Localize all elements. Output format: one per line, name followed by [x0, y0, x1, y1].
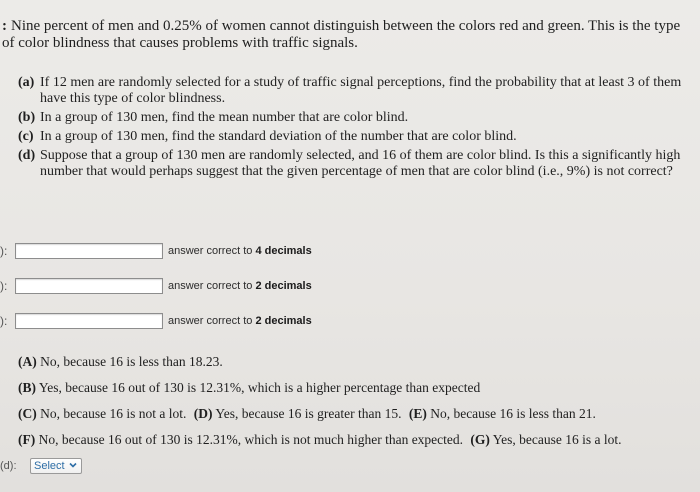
- part-label: (b): [18, 110, 36, 125]
- choice-b: [18, 380, 480, 395]
- part-label: (a): [18, 75, 35, 90]
- part-text: In a group of 130 men, find the mean number that are color blind.: [40, 110, 409, 125]
- answer-a-input[interactable]: [15, 243, 163, 259]
- question-parts: [18, 75, 694, 183]
- choice-text: Yes, because 16 is a lot.: [492, 432, 622, 447]
- choice-text: No, because 16 out of 130 is 12.31%, which is not much higher than expected.: [38, 432, 464, 447]
- hint-prefix: answer correct to: [168, 280, 253, 292]
- precision-hint: [168, 245, 312, 257]
- select-value: Select: [34, 460, 65, 472]
- part-c: [18, 129, 694, 145]
- hint-prefix: answer correct to: [168, 245, 253, 257]
- part-label: (d): [18, 148, 36, 163]
- answer-row-label: (d):: [0, 460, 17, 472]
- choice-line: [18, 380, 694, 396]
- answer-row-label: ):: [0, 314, 8, 328]
- choice-line: [18, 354, 694, 370]
- answer-row-a: [0, 243, 700, 261]
- chevron-down-icon: [69, 461, 77, 469]
- hint-precision: 4 decimals: [255, 245, 312, 257]
- part-text: Suppose that a group of 130 men are randomly selected, and 16 of them are color blind. Is this a significantly high number that would perhaps suggest that the given percentage of men that are color blind (i.e., 9%) is not correct?: [40, 148, 681, 179]
- answer-row-label: ):: [0, 279, 8, 293]
- answer-d-select[interactable]: [30, 458, 82, 474]
- choice-line: [18, 406, 694, 422]
- problem-statement: [2, 18, 692, 52]
- choice-d: [194, 406, 402, 421]
- choice-f: [18, 432, 463, 447]
- choice-label: (G): [470, 432, 490, 447]
- problem-text: Nine percent of men and 0.25% of women cannot distinguish between the colors red and green. This is the type of color blindness that causes problems with traffic signals.: [2, 18, 681, 51]
- hint-prefix: answer correct to: [168, 315, 253, 327]
- hint-precision: 2 decimals: [255, 315, 312, 327]
- choice-label: (F): [18, 432, 36, 447]
- choice-label: (C): [18, 406, 37, 421]
- choice-label: (B): [18, 380, 36, 395]
- answer-row-c: [0, 313, 700, 331]
- part-text: In a group of 130 men, find the standard deviation of the number that are color blind.: [40, 129, 517, 144]
- part-d: [18, 148, 694, 180]
- choice-text: No, because 16 is not a lot.: [40, 406, 187, 421]
- choice-g: [470, 432, 621, 447]
- part-b: [18, 110, 694, 126]
- choice-label: (A): [18, 354, 37, 369]
- answer-c-input[interactable]: [15, 313, 163, 329]
- part-label: (c): [18, 129, 34, 144]
- choice-line: [18, 432, 694, 448]
- answer-b-input[interactable]: [15, 278, 163, 294]
- choice-text: Yes, because 16 out of 130 is 12.31%, which is a higher percentage than expected: [38, 380, 481, 395]
- problem-lead: :: [2, 18, 7, 34]
- answer-row-d: [0, 458, 200, 476]
- part-a: [18, 75, 694, 107]
- hint-precision: 2 decimals: [255, 280, 312, 292]
- choice-label: (E): [408, 406, 427, 421]
- choice-text: No, because 16 is less than 21.: [430, 406, 596, 421]
- answer-row-b: [0, 278, 700, 296]
- choice-c: [18, 406, 186, 421]
- choice-label: (D): [193, 406, 213, 421]
- answer-choices: [18, 354, 694, 458]
- part-text: If 12 men are randomly selected for a study of traffic signal perceptions, find the probability that at least 3 of them have this type of color blindness.: [40, 75, 682, 106]
- choice-a: [18, 354, 223, 369]
- choice-text: Yes, because 16 is greater than 15.: [215, 406, 402, 421]
- answer-row-label: ):: [0, 244, 8, 258]
- choice-text: No, because 16 is less than 18.23.: [40, 354, 223, 369]
- choice-e: [409, 406, 596, 421]
- precision-hint: [168, 315, 312, 327]
- precision-hint: [168, 280, 312, 292]
